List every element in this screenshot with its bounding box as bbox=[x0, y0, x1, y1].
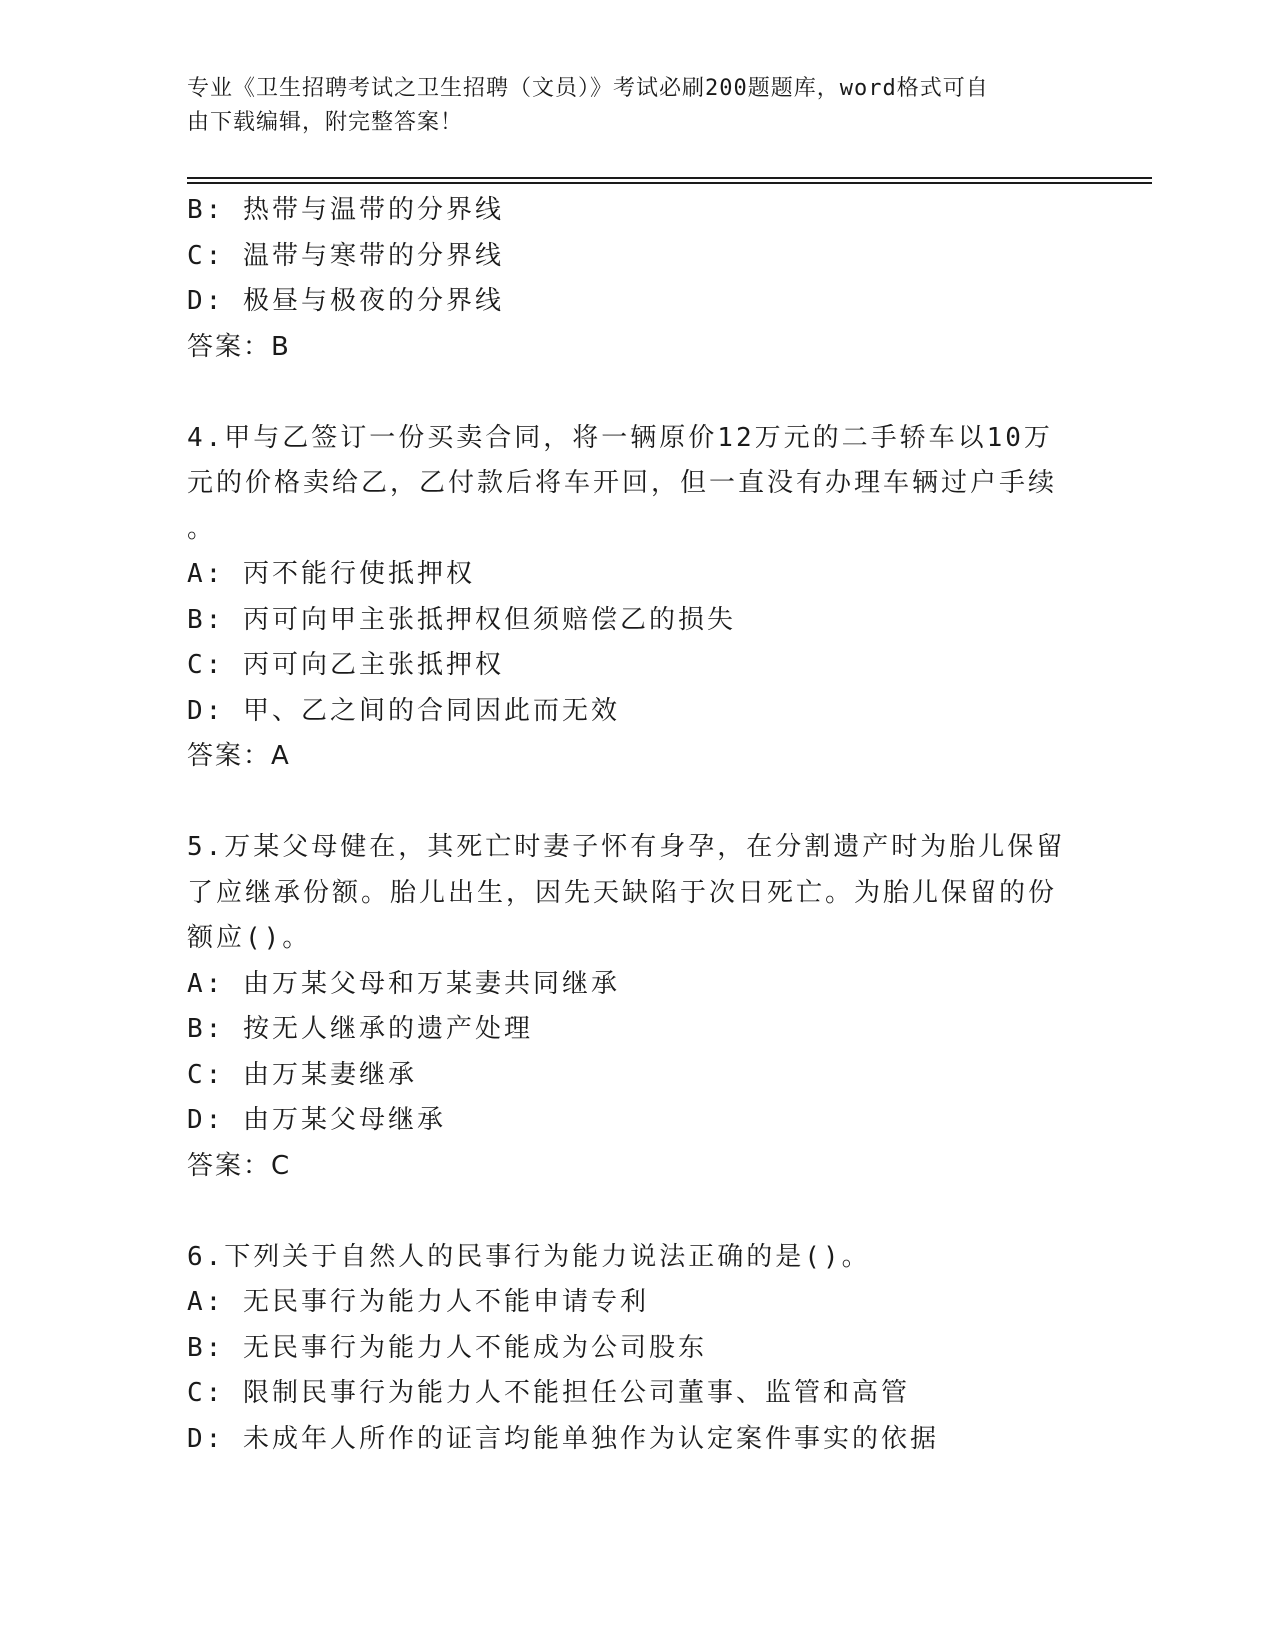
option-c: C: 温带与寒带的分界线 bbox=[187, 240, 504, 271]
option-c: C: 限制民事行为能力人不能担任公司董事、监管和高管 bbox=[187, 1378, 910, 1408]
option-a: A: 无民事行为能力人不能申请专利 bbox=[187, 1287, 649, 1317]
answer-line: 答案：C bbox=[187, 1150, 292, 1181]
answer-line: 答案：B bbox=[187, 331, 291, 362]
spacer bbox=[187, 1189, 1067, 1235]
option-c: C: 丙可向乙主张抵押权 bbox=[187, 650, 504, 680]
option-d: D: 甲、乙之间的合同因此而无效 bbox=[187, 695, 620, 726]
page-header bbox=[187, 72, 1067, 140]
answer-line: 答案：A bbox=[187, 741, 291, 771]
question-stem-line: 6.下列关于自然人的民事行为能力说法正确的是()。 bbox=[187, 1241, 871, 1272]
option-b: B: 丙可向甲主张抵押权但须赔偿乙的损失 bbox=[187, 604, 736, 635]
spacer bbox=[187, 370, 1067, 416]
header-title-line-1: 专业《卫生招聘考试之卫生招聘（文员）》考试必刷200题题库，word格式可自 bbox=[187, 76, 989, 101]
option-d: D: 未成年人所作的证言均能单独作为认定案件事实的依据 bbox=[187, 1423, 939, 1454]
question-stem-line: 。 bbox=[187, 513, 217, 544]
header-title-line-2: 由下载编辑，附完整答案！ bbox=[187, 110, 464, 135]
question-3-tail bbox=[187, 188, 1067, 370]
option-b: B: 无民事行为能力人不能成为公司股东 bbox=[187, 1332, 707, 1363]
question-stem-line: 了应继承份额。胎儿出生，因先天缺陷于次日死亡。为胎儿保留的份 bbox=[187, 877, 1058, 908]
question-stem-line: 额应()。 bbox=[187, 923, 312, 953]
question-stem-line: 5.万某父母健在，其死亡时妻子怀有身孕，在分割遗产时为胎儿保留 bbox=[187, 832, 1066, 862]
question-5 bbox=[187, 825, 1067, 1189]
question-6 bbox=[187, 1235, 1067, 1463]
option-b: B: 热带与温带的分界线 bbox=[187, 195, 504, 225]
spacer bbox=[187, 780, 1067, 826]
option-a: A: 丙不能行使抵押权 bbox=[187, 559, 475, 589]
option-c: C: 由万某妻继承 bbox=[187, 1059, 417, 1090]
option-b: B: 按无人继承的遗产处理 bbox=[187, 1014, 533, 1044]
question-stem-line: 4.甲与乙签订一份买卖合同，将一辆原价12万元的二手轿车以10万 bbox=[187, 422, 1053, 453]
option-d: D: 由万某父母继承 bbox=[187, 1105, 446, 1135]
question-list bbox=[187, 188, 1067, 1462]
header-divider bbox=[187, 177, 1152, 184]
option-a: A: 由万某父母和万某妻共同继承 bbox=[187, 968, 620, 999]
question-4 bbox=[187, 416, 1067, 780]
option-d: D: 极昼与极夜的分界线 bbox=[187, 286, 504, 316]
question-stem-line: 元的价格卖给乙，乙付款后将车开回，但一直没有办理车辆过户手续 bbox=[187, 468, 1058, 498]
